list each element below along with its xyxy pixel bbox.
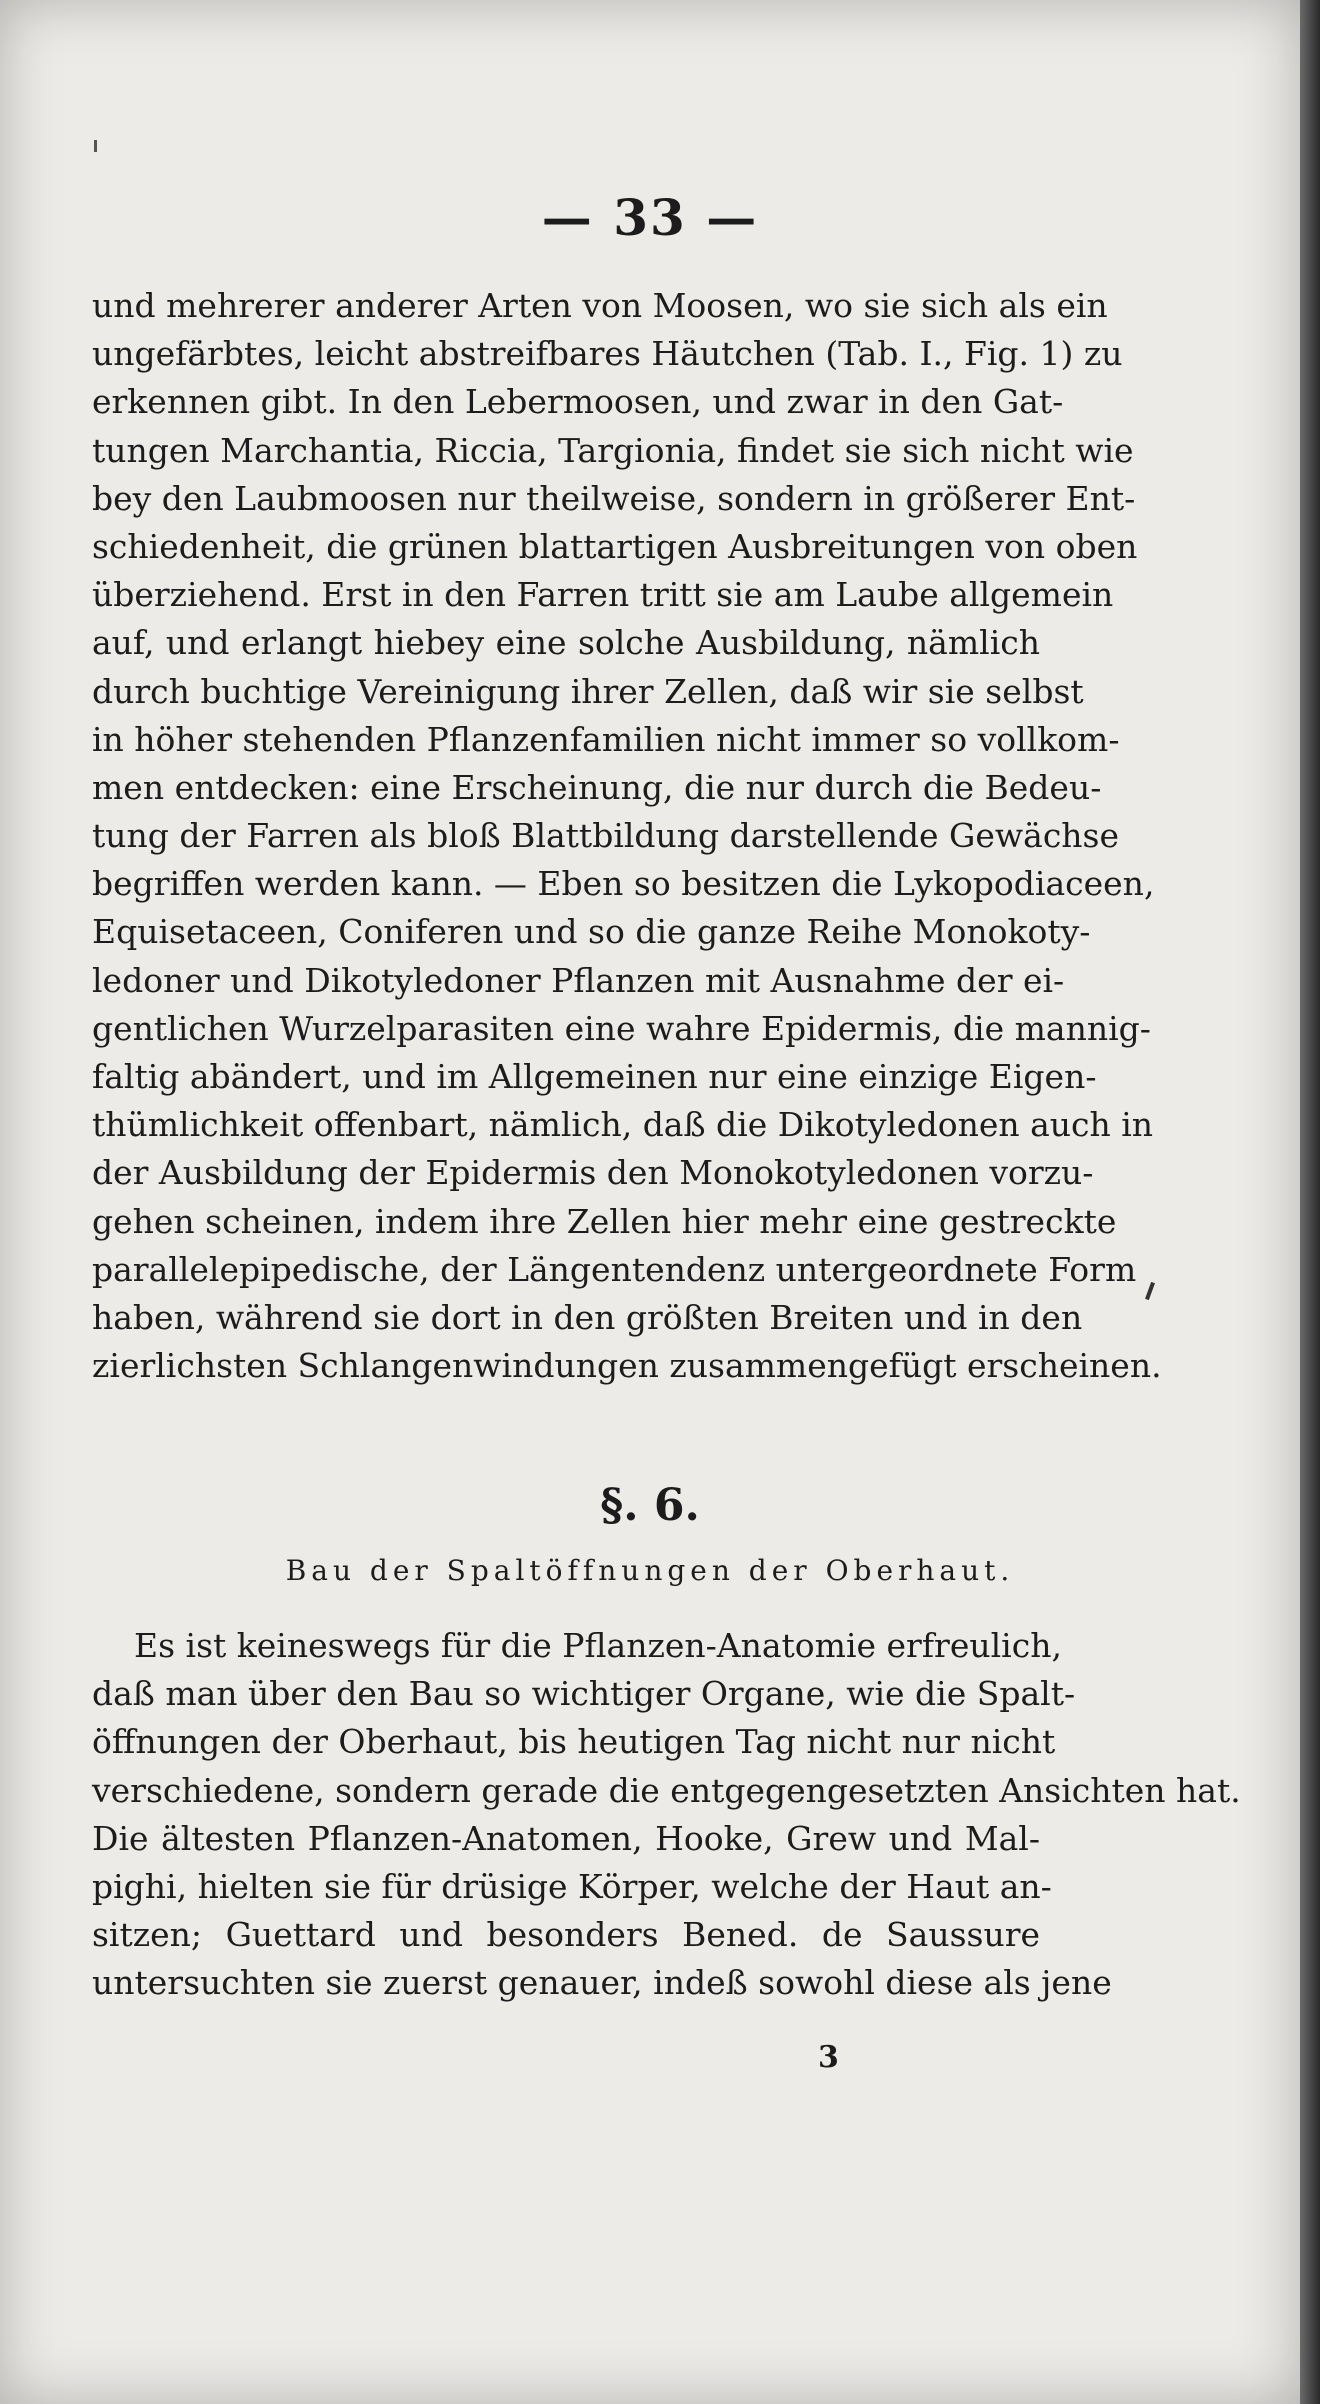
- text-line: der Ausbildung der Epidermis den Monokotyledonen vorzu-: [92, 1153, 1094, 1193]
- text-line: bey den Laubmoosen nur theilweise, sondern in größerer Ent-: [92, 478, 1136, 518]
- text-line: tungen Marchantia, Riccia, Targionia, findet sie sich nicht wie: [92, 430, 1134, 470]
- ink-mark: [1145, 1282, 1155, 1300]
- text-line: verschiedene, sondern gerade die entgegengesetzten Ansichten hat.: [92, 1770, 1241, 1810]
- page-edge-shadow: [1300, 0, 1320, 2404]
- ink-mark: [94, 140, 97, 152]
- text-line: sitzen; Guettard und besonders Bened. de Saussure: [92, 1915, 1040, 1955]
- text-line: Die ältesten Pflanzen-Anatomen, Hooke, Grew und Mal-: [92, 1818, 1040, 1858]
- paragraph-1: [92, 282, 1162, 1390]
- text-line: pighi, hielten sie für drüsige Körper, welche der Haut an-: [92, 1866, 1052, 1906]
- text-line: ledoner und Dikotyledoner Pflanzen mit Ausnahme der ei-: [92, 960, 1065, 1000]
- text-line: schiedenheit, die grünen blattartigen Ausbreitungen von oben: [92, 526, 1138, 566]
- text-line: daß man über den Bau so wichtiger Organe, wie die Spalt-: [92, 1674, 1076, 1714]
- signature-mark: 3: [818, 2040, 839, 2075]
- paragraph-2: [92, 1622, 1241, 2008]
- text-line: thümlichkeit offenbart, nämlich, daß die Dikotyledonen auch in: [92, 1105, 1154, 1145]
- text-line: men entdecken: eine Erscheinung, die nur durch die Bedeu-: [92, 767, 1102, 807]
- text-line: tung der Farren als bloß Blattbildung darstellende Gewächse: [92, 816, 1120, 856]
- text-line: gehen scheinen, indem ihre Zellen hier mehr eine gestreckte: [92, 1201, 1117, 1241]
- text-line: überziehend. Erst in den Farren tritt sie am Laube allgemein: [92, 575, 1114, 615]
- text-line: erkennen gibt. In den Lebermoosen, und zwar in den Gat-: [92, 382, 1064, 422]
- text-line: begriffen werden kann. — Eben so besitzen die Lykopodiaceen,: [92, 864, 1155, 904]
- text-line: in höher stehenden Pflanzenfamilien nicht immer so vollkom-: [92, 719, 1120, 759]
- text-line: parallelepipedische, der Längentendenz untergeordnete Form: [92, 1249, 1137, 1289]
- text-line: Es ist keineswegs für die Pflanzen-Anatomie erfreulich,: [134, 1626, 1062, 1665]
- section-heading: §. 6.: [600, 1480, 700, 1531]
- text-line: gentlichen Wurzelparasiten eine wahre Epidermis, die mannig-: [92, 1008, 1151, 1048]
- text-line: haben, während sie dort in den größten Breiten und in den: [92, 1297, 1083, 1337]
- text-line: zierlichsten Schlangenwindungen zusammengefügt erscheinen.: [92, 1346, 1162, 1386]
- page-number-header: — 33 —: [541, 188, 759, 247]
- section-subheading: Bau der Spaltöffnungen der Oberhaut.: [285, 1554, 1015, 1587]
- text-line: ungefärbtes, leicht abstreifbares Häutchen (Tab. I., Fig. 1) zu: [92, 334, 1123, 374]
- text-line: durch buchtige Vereinigung ihrer Zellen, daß wir sie selbst: [92, 671, 1084, 711]
- text-line: Equisetaceen, Coniferen und so die ganze Reihe Monokoty-: [92, 912, 1091, 952]
- text-line: auf, und erlangt hiebey eine solche Ausbildung, nämlich: [92, 623, 1040, 663]
- text-line: öffnungen der Oberhaut, bis heutigen Tag nicht nur nicht: [92, 1722, 1056, 1762]
- text-line: faltig abändert, und im Allgemeinen nur eine einzige Eigen-: [92, 1057, 1097, 1096]
- text-line: untersuchten sie zuerst genauer, indeß sowohl diese als jene: [92, 1963, 1112, 2003]
- text-line: und mehrerer anderer Arten von Moosen, wo sie sich als ein: [92, 286, 1108, 325]
